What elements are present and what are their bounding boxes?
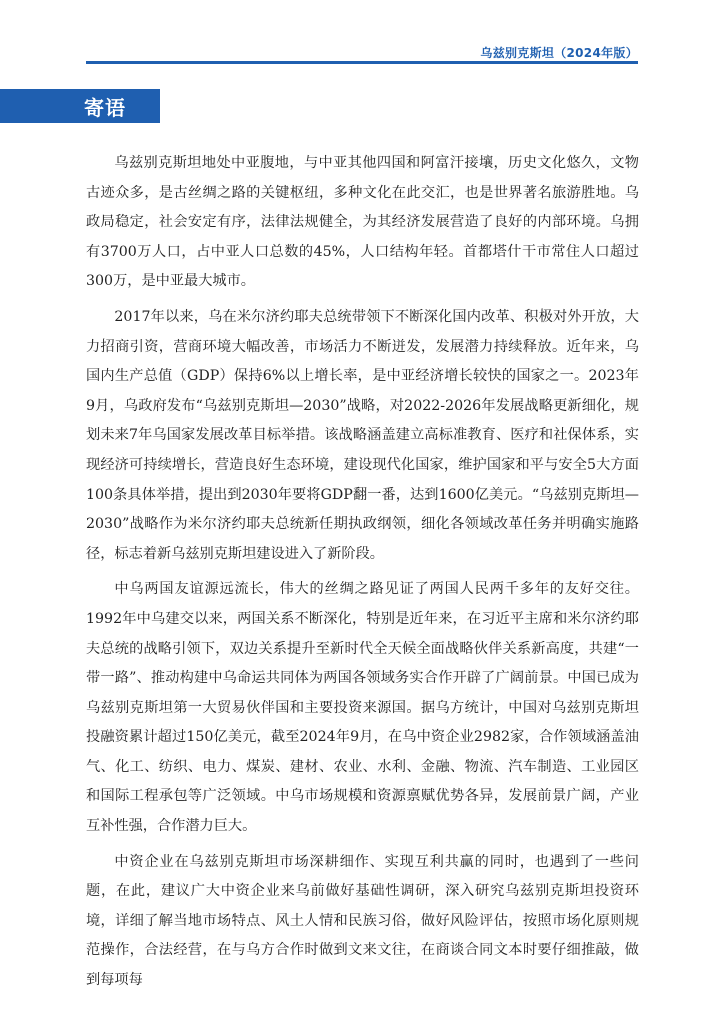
paragraph-2: 2017年以来，乌在米尔济约耶夫总统带领下不断深化国内改革、积极对外开放，大力招商引资，营商环境大幅改善，市场活力不断迸发，发展潜力持续释放。近年来，乌国内生产总值（GDP）保持6%以上增长率，是中亚经济增长较快的国家之一。2023年9月，乌政府发布“乌兹别克斯坦—2030”战略，对2022-2026年发展战略更新细化，规划未来7年乌国家发展改革目标举措。该战略涵盖建立高标准教育、医疗和社保体系，实现经济可持续增长，营造良好生态环境，建设现代化国家，维护国家和平与安全5大方面100条具体举措，提出到2030年要将GDP翻一番，达到1600亿美元。“乌兹别克斯坦—2030”战略作为米尔济约耶夫总统新任期执政纲领，细化各领域改革任务并明确实施路径，标志着新乌兹别克斯坦建设进入了新阶段。 — [86, 308, 639, 562]
paragraph-1: 乌兹别克斯坦地处中亚腹地，与中亚其他四国和阿富汗接壤，历史文化悠久，文物古迹众多，是古丝绸之路的关键枢纽，多种文化在此交汇，也是世界著名旅游胜地。乌政局稳定，社会安定有序，法律法规健全，为其经济发展营造了良好的内部环境。乌拥有3700万人口，占中亚人口总数的45%，人口结构年轻。首都塔什干市常住人口超过300万，是中亚最大城市。 — [86, 155, 639, 290]
paragraph-4: 中资企业在乌兹别克斯坦市场深耕细作、实现互利共赢的同时，也遇到了一些问题，在此，建议广大中资企业来乌前做好基础性调研，深入研究乌兹别克斯坦投资环境，详细了解当地市场特点、风土人情和民族习俗，做好风险评估，按照市场化原则规范操作，合法经营，在与乌方合作时做到文来文往，在商谈合同文本时要仔细推敲，做到每项每 — [86, 853, 639, 989]
running-header-title: 乌兹别克斯坦（2024年版） — [480, 46, 638, 60]
body-text — [86, 149, 639, 1002]
section-banner — [0, 89, 160, 123]
header-rule — [86, 61, 638, 64]
section-title: 寄语 — [84, 95, 126, 120]
paragraph-3: 中乌两国友谊源远流长，伟大的丝绸之路见证了两国人民两千多年的友好交往。1992年中乌建交以来，两国关系不断深化，特别是近年来，在习近平主席和米尔济约耶夫总统的战略引领下，双边关系提升至新时代全天候全面战略伙伴关系新高度，共建“一带一路”、推动构建中乌命运共同体为两国各领域务实合作开辟了广阔前景。中国已成为乌兹别克斯坦第一大贸易伙伴国和主要投资来源国。据乌方统计，中国对乌兹别克斯坦投融资累计超过150亿美元，截至2024年9月，在乌中资企业2982家，合作领域涵盖油气、化工、纺织、电力、煤炭、建材、农业、水利、金融、物流、汽车制造、工业园区和国际工程承包等广泛领域。中乌市场规模和资源禀赋优势各异，发展前景广阔，产业互补性强，合作潜力巨大。 — [86, 581, 639, 835]
